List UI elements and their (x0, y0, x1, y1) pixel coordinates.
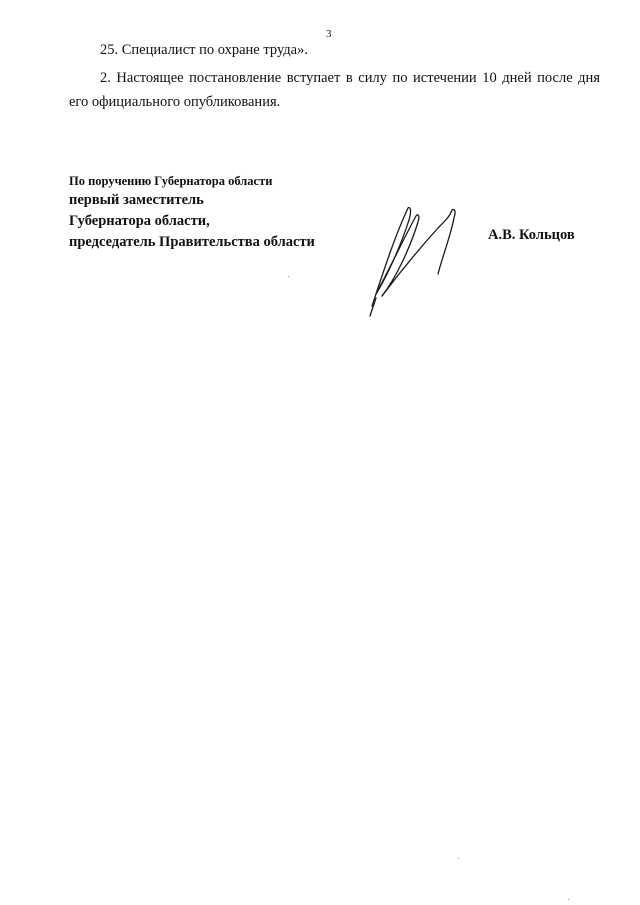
signature-block (69, 172, 315, 253)
signature-line-3: Губернатора области, (69, 213, 210, 229)
scan-speck (458, 858, 459, 859)
signer-name: А.В. Кольцов (488, 227, 575, 243)
signature-line-4: председатель Правительства области (69, 234, 315, 250)
signature-line-1: По поручению Губернатора области (69, 174, 273, 188)
page-number: 3 (326, 28, 332, 40)
paragraph-2-text: 2. Настоящее постановление вступает в силу по истечении 10 дней после дня его официального опубликования. (69, 70, 600, 110)
handwritten-signature (360, 198, 480, 318)
signature-line-2: первый заместитель (69, 192, 204, 208)
scan-speck (288, 276, 289, 277)
paragraph-2 (69, 66, 600, 114)
scan-speck (568, 899, 569, 900)
list-item-25: 25. Специалист по охране труда». (100, 42, 308, 58)
